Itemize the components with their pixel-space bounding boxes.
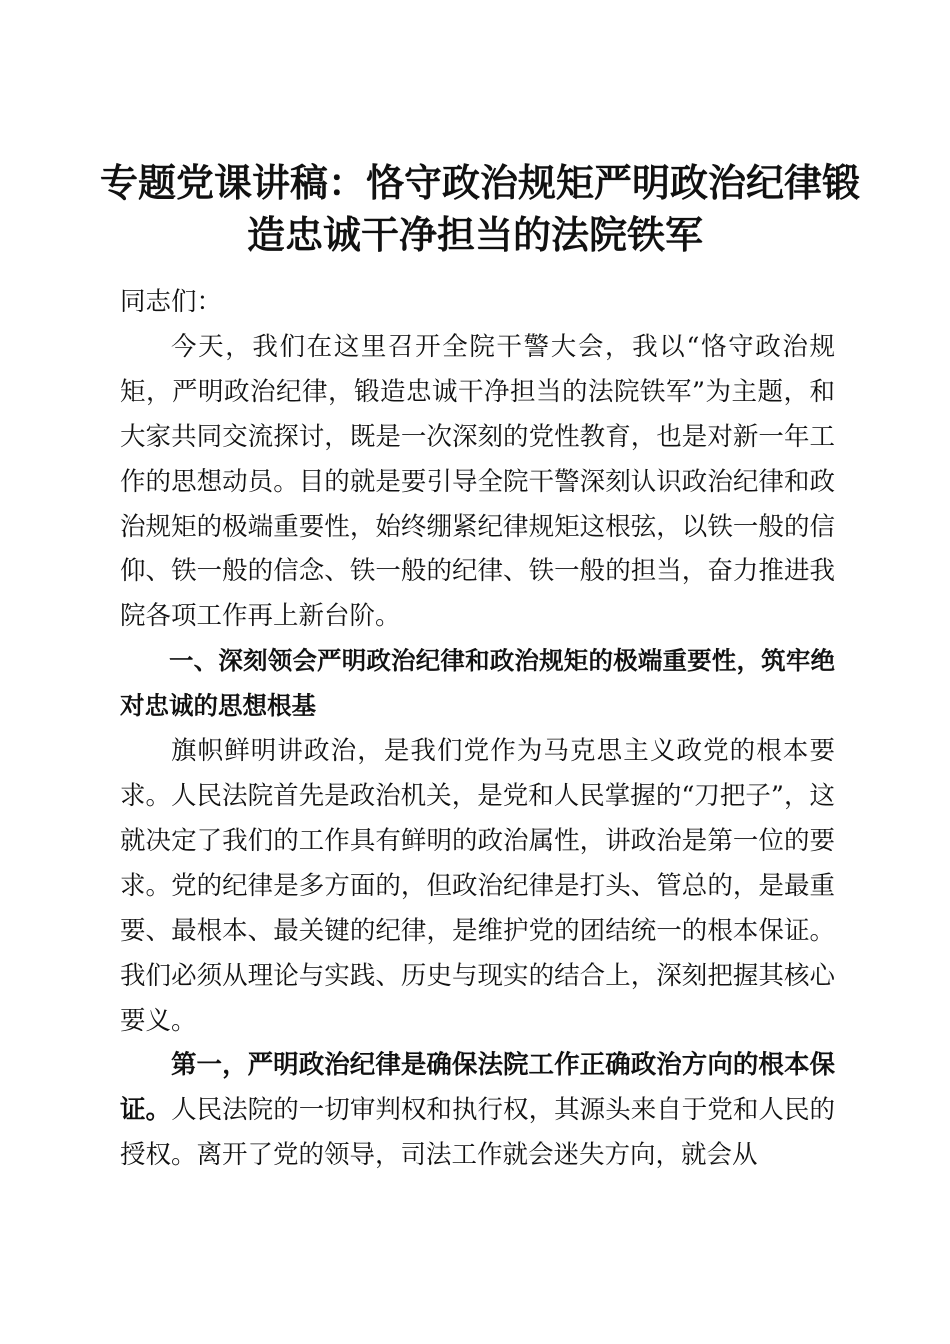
intro-paragraph: 今天，我们在这里召开全院干警大会，我以“恪守政治规矩，严明政治纪律，锻造忠诚干净担当的法院铁军”为主题，和大家共同交流探讨，既是一次深刻的党性教育，也是对新一年工作的思想动员。目的就是要引导全院干警深刻认识政治纪律和政治规矩的极端重要性，始终绷紧纪律规矩这根弦，以铁一般的信仰、铁一般的信念、铁一般的纪律、铁一般的担当，奋力推进我院各项工作再上新台阶。: [120, 331, 835, 632]
title-line-1: 专题党课讲稿：恪守政治规矩严明政治纪律锻: [100, 160, 861, 206]
first-point-lead: 第一，严明政治纪律是确保法院工作正确政治方向的根本保证。: [120, 1050, 835, 1126]
document-body: [120, 280, 835, 1178]
section-heading-1: 一、深刻领会严明政治纪律和政治规矩的极端重要性，筑牢绝对忠诚的思想根基: [120, 646, 835, 721]
body-paragraph-first-point: [120, 1043, 835, 1178]
title-line-2: 造忠诚干净担当的法院铁军: [246, 212, 703, 258]
body-paragraph-politics: 旗帜鲜明讲政治，是我们党作为马克思主义政党的根本要求。人民法院首先是政治机关，是党和人民掌握的“刀把子”，这就决定了我们的工作具有鲜明的政治属性，讲政治是第一位的要求。党的纪律是多方面的，但政治纪律是打头、管总的，是最重要、最根本、最关键的纪律，是维护党的团结统一的根本保证。我们必须从理论与实践、历史与现实的结合上，深刻把握其核心要义。: [120, 736, 835, 1036]
document-title: [100, 157, 861, 261]
salutation: 同志们：: [120, 287, 223, 317]
first-point-text: 人民法院的一切审判权和执行权，其源头来自于党和人民的授权。离开了党的领导，司法工作就会迷失方向，就会从: [120, 1095, 835, 1171]
